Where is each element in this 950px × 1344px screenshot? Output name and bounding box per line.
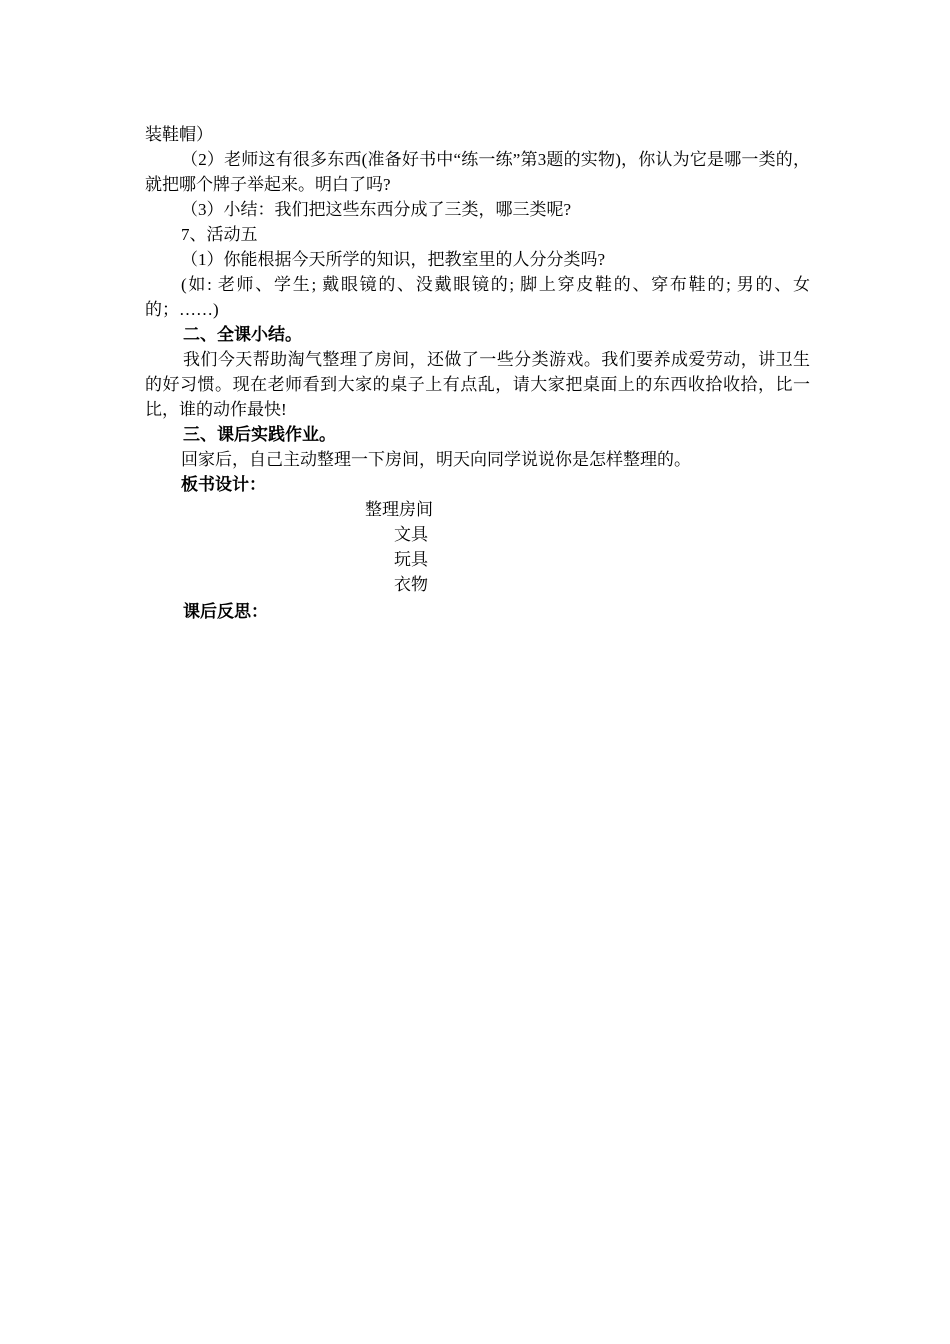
activity-heading: 7、活动五 <box>181 225 258 244</box>
board-item: 衣物 <box>394 575 428 594</box>
paragraph-continuation: 装鞋帽） <box>145 125 213 144</box>
board-design-label: 板书设计： <box>181 475 266 494</box>
board-item: 文具 <box>394 525 428 544</box>
section-heading-homework: 三、课后实践作业。 <box>183 425 336 444</box>
paragraph-activity-question: （1）你能根据今天所学的知识，把教室里的人分分类吗? <box>181 250 606 269</box>
board-title: 整理房间 <box>365 500 433 519</box>
paragraph-summary: 我们今天帮助淘气整理了房间，还做了一些分类游戏。我们要养成爱劳动，讲卫生的好习惯。现在老师看到大家的桌子上有点乱，请大家把桌面上的东西收拾收拾，比一比，谁的动作最快! <box>145 350 810 419</box>
paragraph-homework: 回家后，自己主动整理一下房间，明天向同学说说你是怎样整理的。 <box>181 450 691 469</box>
paragraph-item-3: （3）小结：我们把这些东西分成了三类，哪三类呢? <box>181 200 572 219</box>
board-design <box>145 497 810 597</box>
paragraph-examples: (如: 老师、学生; 戴眼镜的、没戴眼镜的; 脚上穿皮鞋的、穿布鞋的; 男的、女的；……) <box>145 275 810 319</box>
section-heading-summary: 二、全课小结。 <box>183 325 302 344</box>
reflection-label: 课后反思： <box>183 602 268 621</box>
paragraph-item-2: （2）老师这有很多东西(准备好书中“练一练”第3题的实物)，你认为它是哪一类的，就把哪个牌子举起来。明白了吗? <box>145 150 810 194</box>
board-item: 玩具 <box>394 550 428 569</box>
document-body <box>145 122 810 624</box>
